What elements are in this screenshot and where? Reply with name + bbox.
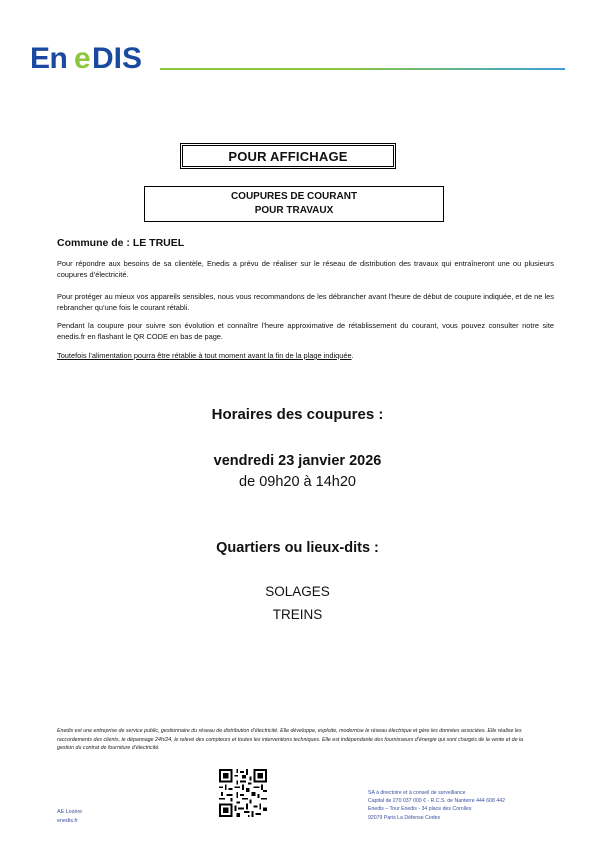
notice-end: .: [351, 351, 354, 360]
qr-code-icon[interactable]: [219, 769, 267, 817]
box-title: POUR AFFICHAGE: [228, 148, 348, 164]
legal-line: 92079 Paris La Défense Cedex: [368, 814, 441, 821]
footer-company-text: Enedis est une entreprise de service public, gestionnaire du réseau de distribution d’électricité. Elle développe, exploite, modernise le réseau électrique et gère les données associées. Elle réalise les raccordements des clients, le dépannage 24h/24, le relevé des compteurs et toutes les interventions techniques. Elle est indépendante des fournisseurs d’énergie qui sont chargés de la vente et de la gestion du contrat de fourniture d’électricité.: [57, 728, 524, 751]
legal-info: [368, 789, 505, 822]
box-coupures: [144, 186, 444, 222]
enedis-logo: [30, 42, 156, 72]
locations-title: Quartiers ou lieux-dits :: [216, 540, 379, 556]
commune-label: Commune de : LE TRUEL: [57, 237, 185, 249]
location-item: TREINS: [272, 607, 323, 622]
subtitle-line-1: COUPURES DE COURANT: [230, 191, 358, 202]
subtitle-line-2: POUR TRAVAUX: [254, 205, 334, 216]
location-item: SOLAGES: [265, 584, 330, 599]
schedule-date: vendredi 23 janvier 2026: [213, 453, 382, 469]
paragraph-protect: Pour protéger au mieux vos appareils sensibles, nous vous recommandons de les débrancher avant l’heure de début de coupure indiquée, et de ne les rebrancher qu’une fois le courant rétabli.: [57, 292, 554, 312]
paragraph-intro: Pour répondre aux besoins de sa clientèle, Enedis a prévu de réaliser sur le réseau de distribution des travaux qui entraîneront une ou plusieurs coupures d’électricité.: [57, 259, 554, 279]
box-pour-affichage: [180, 143, 396, 169]
agency-info: [57, 808, 82, 825]
agency-website-link[interactable]: enedis.fr: [57, 817, 78, 824]
schedule-title: Horaires des coupures :: [211, 406, 384, 423]
agency-name: AE Lozère: [57, 809, 83, 815]
header-divider: [160, 68, 565, 70]
schedule-time: de 09h20 à 14h20: [239, 474, 356, 490]
svg-text:En: En: [30, 42, 68, 72]
paragraph-follow: Pendant la coupure pour suivre son évolution et connaître l’heure approximative de rétablissement du courant, vous pouvez consulter notre site enedis.fr en flashant le QR CODE en bas de page.: [57, 321, 554, 341]
notice-underlined: Toutefois l’alimentation pourra être rétablie à tout moment avant la fin de la plage indiquée: [57, 351, 352, 360]
svg-text:e: e: [74, 42, 91, 72]
legal-line: Enedis – Tour Enedis - 34 place des Corolles: [368, 806, 472, 813]
legal-line: Capital de 270 037 000 € - R.C.S. de Nanterre 444 608 442: [368, 798, 505, 805]
legal-line: SA à directoire et à conseil de surveillance: [368, 790, 466, 796]
paragraph-notice: [57, 350, 554, 361]
svg-text:DIS: DIS: [92, 42, 143, 72]
